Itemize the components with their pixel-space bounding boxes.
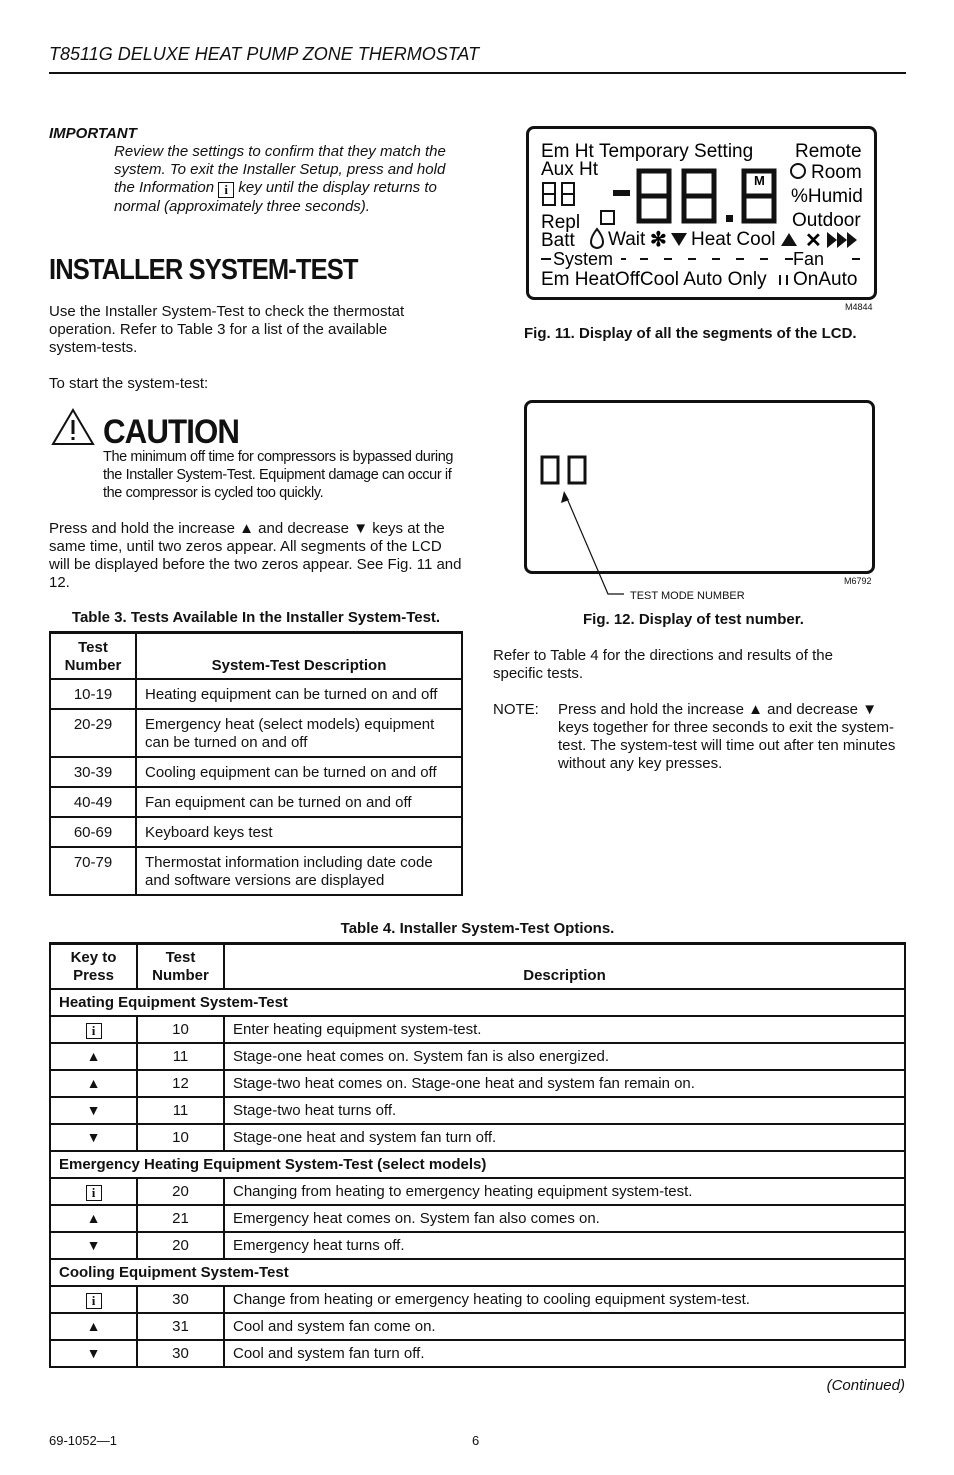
key-cell: [50, 1070, 137, 1097]
table-row: [50, 1286, 905, 1313]
lcd-test-number-figure: [524, 400, 875, 574]
test-description-cell: Heating equipment can be turned on and off: [136, 679, 462, 709]
test-number-cell: 31: [137, 1313, 224, 1340]
lcd-room: Room: [811, 162, 862, 183]
information-key-icon: i: [218, 182, 234, 198]
information-key-icon: i: [86, 1293, 102, 1309]
table-row: [50, 1124, 905, 1151]
lcd-decimal-point: [726, 215, 733, 222]
test-number-cell: 30: [137, 1340, 224, 1367]
increase-key-icon: ▲: [86, 1048, 101, 1064]
page-number: 6: [472, 1433, 480, 1448]
table-section-row: [50, 1259, 905, 1286]
fan-speed-arrows-icon: [827, 232, 857, 248]
key-cell: [50, 1097, 137, 1124]
description-cell: Emergency heat turns off.: [224, 1232, 905, 1259]
table-row: [50, 1043, 905, 1070]
table4-body: [50, 989, 905, 1367]
description-cell: Changing from heating to emergency heating equipment system-test.: [224, 1178, 905, 1205]
lcd-wait: Wait: [608, 229, 646, 250]
note-label: NOTE:: [493, 701, 539, 718]
lcd-remote: Remote: [795, 141, 862, 162]
section-title-cell: Heating Equipment System-Test: [50, 989, 905, 1016]
table-row: [50, 1340, 905, 1367]
down-triangle-icon: [671, 233, 687, 246]
lcd-square-icon: [601, 211, 614, 224]
key-cell: [50, 1232, 137, 1259]
table4-header-number: Test Number: [137, 944, 224, 990]
table4-header-key: Key to Press: [50, 944, 137, 990]
table-row: [50, 679, 462, 709]
lcd-outdoor: Outdoor: [792, 210, 861, 231]
test-description-cell: Fan equipment can be turned on and off: [136, 787, 462, 817]
lcd-separator-bars: [780, 275, 787, 285]
lcd-humid: %Humid: [791, 186, 863, 207]
description-cell: Emergency heat comes on. System fan also comes on.: [224, 1205, 905, 1232]
lcd-small-digits: [543, 183, 574, 205]
table-row: [50, 1097, 905, 1124]
lcd-minus-segment: [613, 190, 630, 196]
test-number-cell: 11: [137, 1043, 224, 1070]
note-text: Press and hold the increase ▲ and decrease ▼ keys together for three seconds to exit the system-test. The system-test will time out after ten minutes without any key presses.: [558, 701, 896, 772]
important-text-after: key until the display returns to normal (approximately three seconds).: [114, 179, 437, 215]
caution-text: The minimum off time for compressors is bypassed during the Installer System-Test. Equipment damage can occur if the compressor is cycled too quickly.: [103, 449, 454, 501]
table4-caption: Table 4. Installer System-Test Options.: [340, 920, 615, 937]
table-row: [50, 1313, 905, 1340]
table4: [49, 942, 906, 1368]
header-title: T8511G DELUXE HEAT PUMP ZONE THERMOSTAT: [49, 44, 480, 64]
key-cell: [50, 1340, 137, 1367]
test-number-cell: 10: [137, 1016, 224, 1043]
test-description-cell: Thermostat information including date code and software versions are displayed: [136, 847, 462, 895]
table-row: [50, 817, 462, 847]
description-cell: Cool and system fan turn off.: [224, 1340, 905, 1367]
description-cell: Stage-two heat comes on. Stage-one heat and system fan remain on.: [224, 1070, 905, 1097]
refer-paragraph: Refer to Table 4 for the directions and results of the specific tests.: [493, 647, 833, 682]
lcd-test-number-drawing: [527, 403, 872, 571]
key-cell: [50, 1043, 137, 1070]
lcd-m-indicator-icon: M: [754, 173, 765, 188]
key-cell: [50, 1178, 137, 1205]
lcd-repl: Repl: [541, 212, 581, 233]
table3: [49, 631, 463, 896]
press-instructions: Press and hold the increase ▲ and decrease ▼ keys at the same time, until two zeros appear. All segments of the LCD will be displayed before the two zeros appear. See Fig. 11 and 12.: [49, 520, 462, 591]
fan-icon: ✕: [805, 230, 822, 252]
start-paragraph: To start the system-test:: [49, 375, 209, 392]
test-number-cell: 11: [137, 1097, 224, 1124]
intro-paragraph: Use the Installer System-Test to check the thermostat operation. Refer to Table 3 for a list of the available system-tests.: [49, 303, 405, 356]
test-number-cell: 20-29: [50, 709, 136, 757]
description-cell: Stage-one heat and system fan turn off.: [224, 1124, 905, 1151]
lcd-heat-cool: Heat Cool: [691, 229, 776, 250]
information-key-icon: i: [86, 1023, 102, 1039]
test-number-cell: 20: [137, 1232, 224, 1259]
description-cell: Stage-two heat turns off.: [224, 1097, 905, 1124]
key-cell: [50, 1286, 137, 1313]
description-cell: Stage-one heat comes on. System fan is also energized.: [224, 1043, 905, 1070]
key-cell: [50, 1124, 137, 1151]
test-description-cell: Cooling equipment can be turned on and off: [136, 757, 462, 787]
table-row: [50, 847, 462, 895]
caution-warning-icon: [51, 408, 95, 446]
test-number-cell: 10-19: [50, 679, 136, 709]
important-text: [114, 143, 464, 216]
decrease-key-icon: ▼: [86, 1345, 101, 1361]
fig12-code: M6792: [844, 576, 872, 586]
table4-header-description: Description: [224, 944, 905, 990]
decrease-key-icon: ▼: [86, 1129, 101, 1145]
table-section-row: [50, 1151, 905, 1178]
lcd-batt: Batt: [541, 230, 575, 251]
important-text-before: Review the settings to confirm that they match the system. To exit the Installer Setup, press and hold the Information: [114, 143, 446, 196]
lcd-fan: Fan: [793, 249, 825, 269]
test-mode-number-label: TEST MODE NUMBER: [630, 590, 745, 602]
table3-caption: Table 3. Tests Available In the Installer System-Test.: [71, 609, 441, 626]
test-number-cell: 10: [137, 1124, 224, 1151]
table-row: [50, 709, 462, 757]
decrease-key-icon: ▼: [86, 1102, 101, 1118]
room-indicator-icon: [791, 164, 805, 178]
section-title-cell: Cooling Equipment System-Test: [50, 1259, 905, 1286]
test-number-cell: 40-49: [50, 787, 136, 817]
table-row: [50, 1205, 905, 1232]
test-number-cell: 30: [137, 1286, 224, 1313]
lcd-modes: Em HeatOffCool Auto Only: [541, 269, 767, 290]
lcd-aux-ht: Aux Ht: [541, 159, 599, 180]
test-number-cell: 70-79: [50, 847, 136, 895]
section-title: INSTALLER SYSTEM-TEST: [49, 254, 358, 286]
key-cell: [50, 1205, 137, 1232]
key-cell: [50, 1016, 137, 1043]
fig11-code: M4844: [845, 302, 873, 312]
test-number-cell: 20: [137, 1178, 224, 1205]
page-header: [49, 44, 906, 74]
test-description-cell: Keyboard keys test: [136, 817, 462, 847]
section-title-cell: Emergency Heating Equipment System-Test (select models): [50, 1151, 905, 1178]
increase-key-icon: ▲: [86, 1075, 101, 1091]
test-number-cell: 30-39: [50, 757, 136, 787]
description-cell: Cool and system fan come on.: [224, 1313, 905, 1340]
table-row: [50, 1178, 905, 1205]
table3-header-row: [50, 633, 462, 680]
increase-key-icon: ▲: [86, 1318, 101, 1334]
snowflake-icon: ✻: [650, 229, 667, 251]
lcd-segments-drawing: [529, 129, 874, 297]
caution-title: CAUTION: [103, 413, 240, 451]
test-number-cell: 21: [137, 1205, 224, 1232]
fig12-caption: Fig. 12. Display of test number.: [583, 611, 804, 628]
table-row: [50, 1070, 905, 1097]
fig11-caption: Fig. 11. Display of all the segments of the LCD.: [524, 325, 857, 342]
table-row: [50, 787, 462, 817]
test-number-cell: 12: [137, 1070, 224, 1097]
test-description-cell: Emergency heat (select models) equipment can be turned on and off: [136, 709, 462, 757]
important-label: IMPORTANT: [49, 125, 137, 142]
table-section-row: [50, 989, 905, 1016]
decrease-key-icon: ▼: [86, 1237, 101, 1253]
key-cell: [50, 1313, 137, 1340]
lcd-fan-modes: OnAuto: [793, 269, 858, 290]
table3-header-description: System-Test Description: [136, 633, 462, 680]
table-row: [50, 1016, 905, 1043]
table-row: [50, 1232, 905, 1259]
increase-key-icon: ▲: [86, 1210, 101, 1226]
table4-header-row: [50, 944, 905, 990]
lcd-all-segments-figure: [526, 126, 877, 300]
lcd-system: System: [553, 249, 614, 269]
continued-label: (Continued): [826, 1377, 905, 1394]
lcd-em-ht: Em Ht: [541, 141, 594, 162]
document-number: 69-1052—1: [49, 1433, 117, 1448]
information-key-icon: i: [86, 1185, 102, 1201]
description-cell: Change from heating or emergency heating to cooling equipment system-test.: [224, 1286, 905, 1313]
flame-icon: [591, 229, 603, 248]
lcd-zero-digits: [542, 457, 585, 483]
table3-header-test-number: Test Number: [50, 633, 136, 680]
lcd-temporary-setting: Temporary Setting: [599, 141, 754, 162]
up-triangle-icon: [781, 233, 797, 246]
table-row: [50, 757, 462, 787]
description-cell: Enter heating equipment system-test.: [224, 1016, 905, 1043]
test-number-cell: 60-69: [50, 817, 136, 847]
